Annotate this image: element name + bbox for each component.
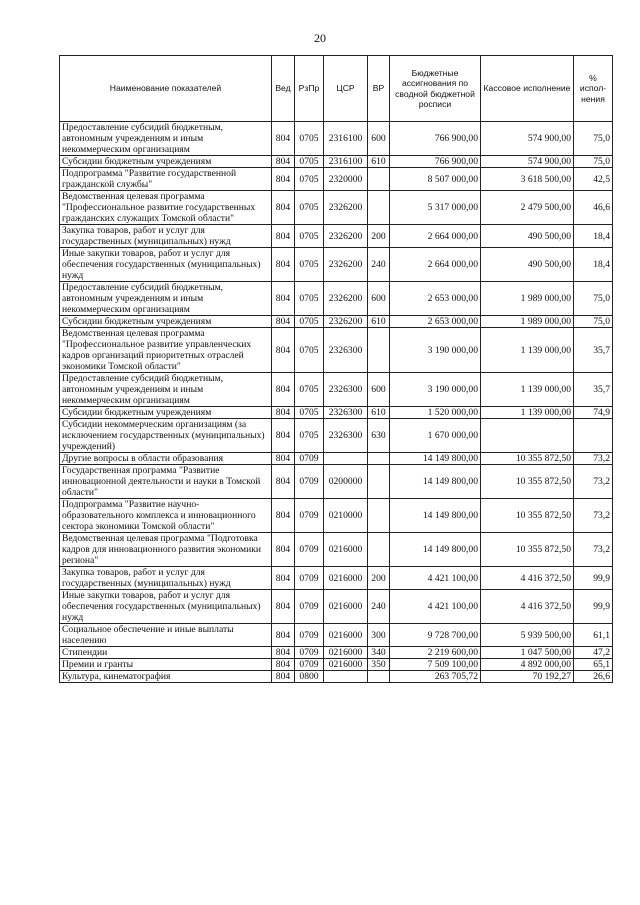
cell-rzpr: 0709: [295, 647, 324, 659]
cell-budget: 14 149 800,00: [390, 533, 481, 567]
cell-ved: 804: [272, 156, 295, 168]
table-row: [60, 248, 613, 282]
cell-csr: 2326200: [324, 316, 368, 328]
cell-cash: 574 900,00: [481, 156, 574, 168]
cell-name: Премии и гранты: [60, 659, 272, 671]
table-row: [60, 624, 613, 647]
cell-vr: 350: [368, 659, 390, 671]
table-row: [60, 590, 613, 624]
header-vr: ВР: [368, 56, 390, 122]
cell-rzpr: 0705: [295, 225, 324, 248]
table-row: [60, 671, 613, 683]
cell-rzpr: 0709: [295, 465, 324, 499]
header-budget: Бюджетные ассигнования по сводной бюджетной росписи: [390, 56, 481, 122]
cell-name: Другие вопросы в области образования: [60, 453, 272, 465]
cell-rzpr: 0709: [295, 659, 324, 671]
cell-name: Предоставление субсидий бюджетным, автономным учреждениям и иным некоммерческим организациям: [60, 122, 272, 156]
cell-pct: 74,9: [574, 407, 613, 419]
cell-cash: 5 939 500,00: [481, 624, 574, 647]
cell-budget: 14 149 800,00: [390, 465, 481, 499]
cell-ved: 804: [272, 191, 295, 225]
table-row: [60, 453, 613, 465]
cell-ved: 804: [272, 567, 295, 590]
cell-ved: 804: [272, 671, 295, 683]
cell-rzpr: 0705: [295, 407, 324, 419]
table-row: [60, 647, 613, 659]
cell-name: Подпрограмма "Развитие государственной гражданской службы": [60, 168, 272, 191]
table-row: [60, 373, 613, 407]
cell-rzpr: 0709: [295, 453, 324, 465]
cell-pct: 73,2: [574, 499, 613, 533]
cell-pct: 75,0: [574, 156, 613, 168]
cell-vr: 610: [368, 156, 390, 168]
cell-rzpr: 0705: [295, 122, 324, 156]
cell-name: Субсидии бюджетным учреждениям: [60, 156, 272, 168]
cell-pct: 42,5: [574, 168, 613, 191]
page-number: 20: [314, 31, 326, 45]
header-cash: Кассовое исполнение: [481, 56, 574, 122]
cell-csr: 0200000: [324, 465, 368, 499]
cell-csr: 2326300: [324, 419, 368, 453]
cell-rzpr: 0709: [295, 590, 324, 624]
cell-csr: 2316100: [324, 122, 368, 156]
cell-name: Культура, кинематография: [60, 671, 272, 683]
cell-csr: 2326300: [324, 373, 368, 407]
cell-ved: 804: [272, 373, 295, 407]
cell-budget: 1 670 000,00: [390, 419, 481, 453]
cell-cash: [481, 419, 574, 453]
cell-cash: 490 500,00: [481, 225, 574, 248]
cell-budget: 7 509 100,00: [390, 659, 481, 671]
cell-csr: 0216000: [324, 647, 368, 659]
cell-cash: 1 989 000,00: [481, 282, 574, 316]
cell-ved: 804: [272, 419, 295, 453]
cell-rzpr: 0709: [295, 533, 324, 567]
cell-pct: 75,0: [574, 282, 613, 316]
cell-ved: 804: [272, 168, 295, 191]
cell-rzpr: 0705: [295, 168, 324, 191]
cell-vr: 610: [368, 316, 390, 328]
cell-name: Ведомственная целевая программа "Подготовка кадров для инновационного развития экономики региона": [60, 533, 272, 567]
cell-cash: 2 479 500,00: [481, 191, 574, 225]
cell-cash: 1 139 000,00: [481, 373, 574, 407]
cell-csr: [324, 453, 368, 465]
cell-rzpr: 0800: [295, 671, 324, 683]
cell-name: Ведомственная целевая программа "Профессиональное развитие государственных гражданских служащих Томской области": [60, 191, 272, 225]
cell-name: Субсидии некоммерческим организациям (за исключением государственных (муниципальных) учреждений): [60, 419, 272, 453]
table-row: [60, 122, 613, 156]
cell-ved: 804: [272, 453, 295, 465]
cell-rzpr: 0705: [295, 373, 324, 407]
cell-ved: 804: [272, 624, 295, 647]
cell-cash: 1 047 500,00: [481, 647, 574, 659]
table-row: [60, 328, 613, 373]
table-row: [60, 659, 613, 671]
cell-csr: 2326200: [324, 282, 368, 316]
cell-csr: 2326200: [324, 191, 368, 225]
cell-name: Субсидии бюджетным учреждениям: [60, 316, 272, 328]
cell-rzpr: 0705: [295, 316, 324, 328]
cell-pct: 99,9: [574, 567, 613, 590]
cell-ved: 804: [272, 248, 295, 282]
cell-cash: 574 900,00: [481, 122, 574, 156]
cell-rzpr: 0709: [295, 567, 324, 590]
cell-budget: 2 653 000,00: [390, 282, 481, 316]
cell-budget: 766 900,00: [390, 122, 481, 156]
cell-budget: 4 421 100,00: [390, 590, 481, 624]
cell-budget: 4 421 100,00: [390, 567, 481, 590]
cell-csr: 2326300: [324, 328, 368, 373]
cell-csr: 0216000: [324, 533, 368, 567]
cell-ved: 804: [272, 122, 295, 156]
cell-csr: 0210000: [324, 499, 368, 533]
table-row: [60, 168, 613, 191]
cell-csr: 0216000: [324, 567, 368, 590]
cell-csr: 2326300: [324, 407, 368, 419]
cell-ved: 804: [272, 590, 295, 624]
table-row: [60, 282, 613, 316]
cell-pct: 61,1: [574, 624, 613, 647]
cell-ved: 804: [272, 647, 295, 659]
cell-csr: 2316100: [324, 156, 368, 168]
cell-vr: [368, 533, 390, 567]
cell-vr: [368, 168, 390, 191]
cell-budget: 5 317 000,00: [390, 191, 481, 225]
budget-execution-table: [59, 55, 613, 683]
cell-ved: 804: [272, 282, 295, 316]
cell-cash: 3 618 500,00: [481, 168, 574, 191]
cell-vr: [368, 191, 390, 225]
cell-vr: [368, 328, 390, 373]
cell-cash: 1 139 000,00: [481, 407, 574, 419]
cell-name: Стипендии: [60, 647, 272, 659]
cell-budget: 3 190 000,00: [390, 373, 481, 407]
header-rzpr: РзПр: [295, 56, 324, 122]
cell-csr: 0216000: [324, 659, 368, 671]
cell-cash: 1 139 000,00: [481, 328, 574, 373]
table-row: [60, 419, 613, 453]
cell-vr: 200: [368, 225, 390, 248]
table-row: [60, 316, 613, 328]
cell-csr: [324, 671, 368, 683]
cell-pct: 73,2: [574, 465, 613, 499]
cell-ved: 804: [272, 499, 295, 533]
cell-name: Субсидии бюджетным учреждениям: [60, 407, 272, 419]
cell-cash: 10 355 872,50: [481, 453, 574, 465]
cell-budget: 3 190 000,00: [390, 328, 481, 373]
header-pct: % испол-нения: [574, 56, 613, 122]
cell-ved: 804: [272, 659, 295, 671]
cell-pct: 99,9: [574, 590, 613, 624]
cell-vr: 300: [368, 624, 390, 647]
cell-rzpr: 0705: [295, 156, 324, 168]
cell-pct: 65,1: [574, 659, 613, 671]
cell-csr: 2326200: [324, 225, 368, 248]
cell-pct: 35,7: [574, 328, 613, 373]
cell-name: Социальное обеспечение и иные выплаты населению: [60, 624, 272, 647]
cell-name: Государственная программа "Развитие инновационной деятельности и науки в Томской области": [60, 465, 272, 499]
table-row: [60, 465, 613, 499]
cell-rzpr: 0709: [295, 624, 324, 647]
cell-pct: 46,6: [574, 191, 613, 225]
cell-name: Ведомственная целевая программа "Профессиональное развитие управленческих кадров организаций приоритетных отраслей экономики Томской области": [60, 328, 272, 373]
cell-name: Закупка товаров, работ и услуг для государственных (муниципальных) нужд: [60, 567, 272, 590]
cell-ved: 804: [272, 328, 295, 373]
cell-ved: 804: [272, 407, 295, 419]
cell-rzpr: 0709: [295, 499, 324, 533]
table-row: [60, 225, 613, 248]
cell-csr: 0216000: [324, 624, 368, 647]
cell-budget: 8 507 000,00: [390, 168, 481, 191]
cell-budget: 14 149 800,00: [390, 499, 481, 533]
cell-pct: 47,2: [574, 647, 613, 659]
cell-vr: 600: [368, 282, 390, 316]
cell-vr: [368, 465, 390, 499]
cell-vr: 600: [368, 122, 390, 156]
header-csr: ЦСР: [324, 56, 368, 122]
cell-cash: 10 355 872,50: [481, 499, 574, 533]
cell-cash: 4 892 000,00: [481, 659, 574, 671]
cell-csr: 2320000: [324, 168, 368, 191]
cell-pct: 73,2: [574, 453, 613, 465]
cell-cash: 10 355 872,50: [481, 533, 574, 567]
cell-budget: 9 728 700,00: [390, 624, 481, 647]
cell-cash: 70 192,27: [481, 671, 574, 683]
table-row: [60, 191, 613, 225]
cell-rzpr: 0705: [295, 328, 324, 373]
cell-vr: 240: [368, 248, 390, 282]
cell-budget: 766 900,00: [390, 156, 481, 168]
cell-vr: 340: [368, 647, 390, 659]
cell-vr: 610: [368, 407, 390, 419]
cell-pct: 18,4: [574, 248, 613, 282]
cell-budget: 2 219 600,00: [390, 647, 481, 659]
cell-vr: 240: [368, 590, 390, 624]
cell-cash: 4 416 372,50: [481, 567, 574, 590]
cell-name: Предоставление субсидий бюджетным, автономным учреждениям и иным некоммерческим организациям: [60, 282, 272, 316]
cell-ved: 804: [272, 533, 295, 567]
cell-pct: 35,7: [574, 373, 613, 407]
header-ved: Вед: [272, 56, 295, 122]
cell-ved: 804: [272, 465, 295, 499]
cell-cash: 4 416 372,50: [481, 590, 574, 624]
cell-rzpr: 0705: [295, 282, 324, 316]
table-row: [60, 567, 613, 590]
cell-pct: 18,4: [574, 225, 613, 248]
cell-name: Закупка товаров, работ и услуг для государственных (муниципальных) нужд: [60, 225, 272, 248]
cell-rzpr: 0705: [295, 419, 324, 453]
cell-budget: 2 653 000,00: [390, 316, 481, 328]
cell-pct: 75,0: [574, 122, 613, 156]
table-header-row: [60, 56, 613, 122]
header-name: Наименование показателей: [60, 56, 272, 122]
table-row: [60, 499, 613, 533]
cell-name: Иные закупки товаров, работ и услуг для обеспечения государственных (муниципальных) нужд: [60, 248, 272, 282]
cell-csr: 0216000: [324, 590, 368, 624]
cell-cash: 10 355 872,50: [481, 465, 574, 499]
cell-budget: 263 705,72: [390, 671, 481, 683]
table-row: [60, 407, 613, 419]
cell-cash: 1 989 000,00: [481, 316, 574, 328]
table-row: [60, 156, 613, 168]
cell-budget: 14 149 800,00: [390, 453, 481, 465]
cell-budget: 1 520 000,00: [390, 407, 481, 419]
cell-vr: [368, 499, 390, 533]
cell-pct: 73,2: [574, 533, 613, 567]
cell-cash: 490 500,00: [481, 248, 574, 282]
cell-budget: 2 664 000,00: [390, 225, 481, 248]
cell-vr: 630: [368, 419, 390, 453]
cell-vr: 600: [368, 373, 390, 407]
cell-ved: 804: [272, 316, 295, 328]
cell-rzpr: 0705: [295, 248, 324, 282]
cell-rzpr: 0705: [295, 191, 324, 225]
cell-vr: 200: [368, 567, 390, 590]
cell-vr: [368, 671, 390, 683]
cell-pct: [574, 419, 613, 453]
cell-pct: 75,0: [574, 316, 613, 328]
table-row: [60, 533, 613, 567]
cell-csr: 2326200: [324, 248, 368, 282]
cell-name: Подпрограмма "Развитие научно-образовательного комплекса и инновационного сектора экономики Томской области": [60, 499, 272, 533]
cell-vr: [368, 453, 390, 465]
cell-name: Предоставление субсидий бюджетным, автономным учреждениям и иным некоммерческим организациям: [60, 373, 272, 407]
cell-pct: 26,6: [574, 671, 613, 683]
cell-ved: 804: [272, 225, 295, 248]
cell-name: Иные закупки товаров, работ и услуг для обеспечения государственных (муниципальных) нужд: [60, 590, 272, 624]
cell-budget: 2 664 000,00: [390, 248, 481, 282]
